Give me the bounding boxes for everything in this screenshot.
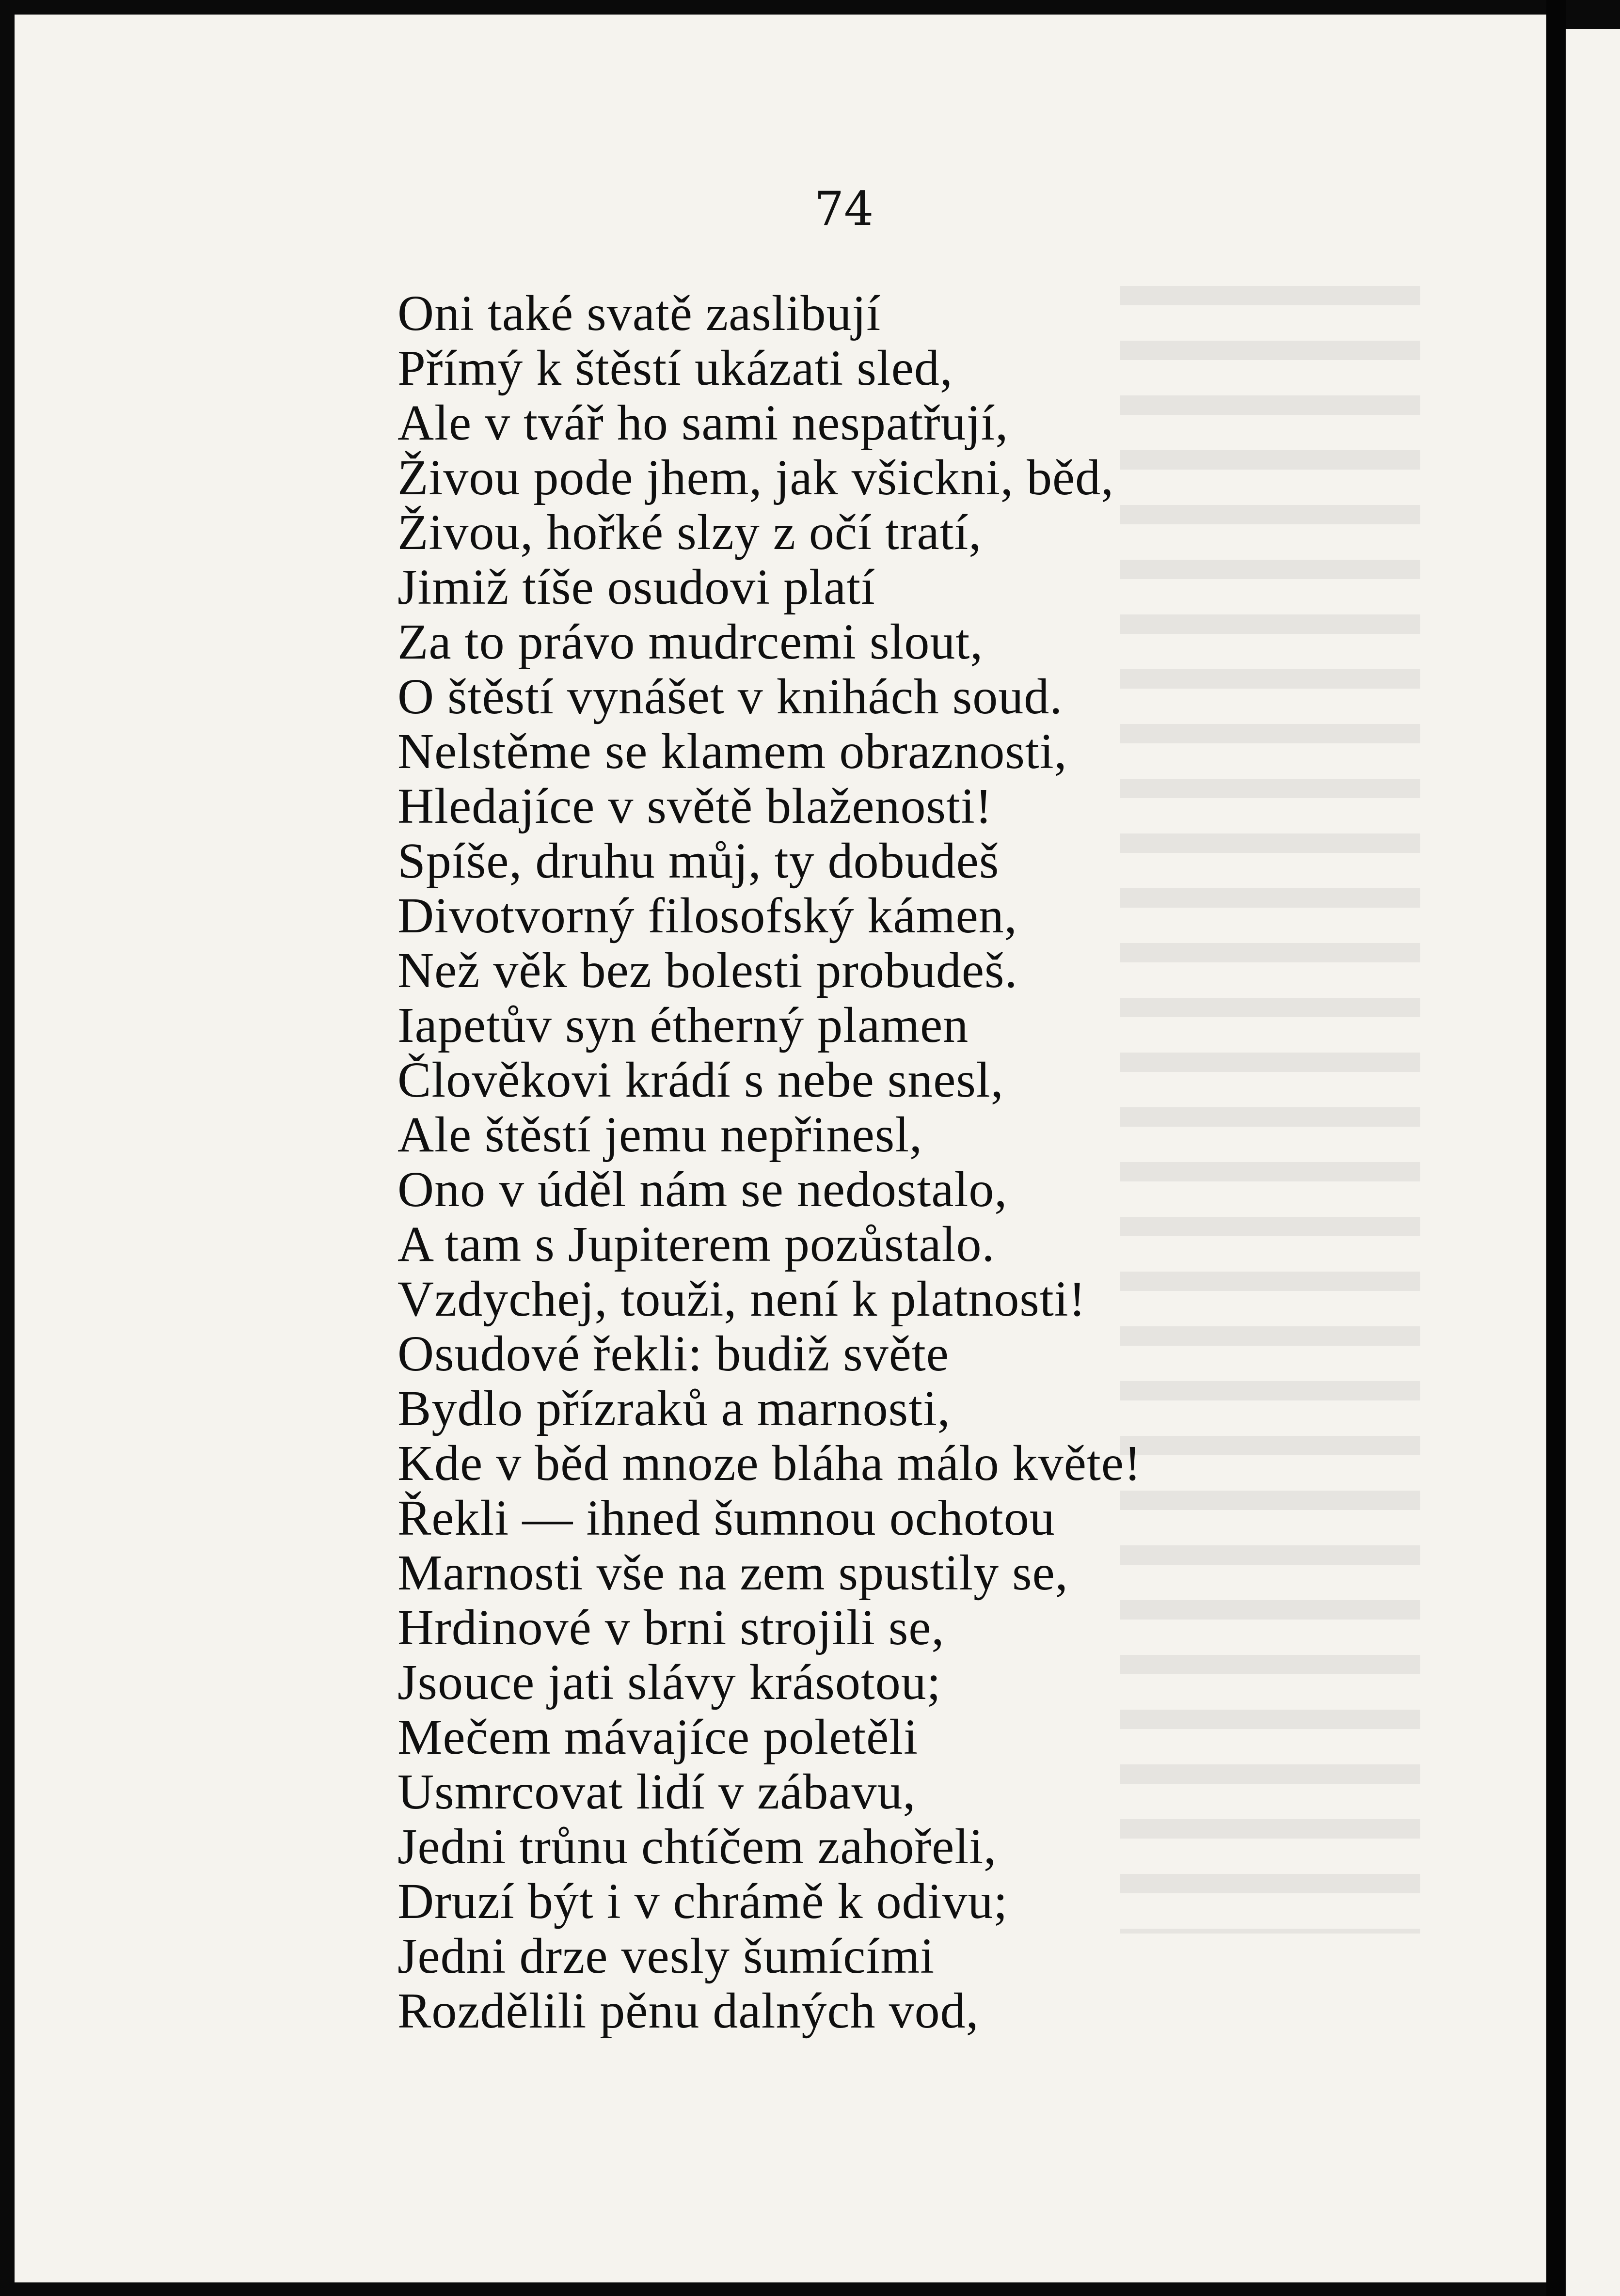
- poem-line: Živou pode jhem, jak všickni, běd,: [397, 450, 1114, 505]
- next-page-edge: [1566, 29, 1620, 2296]
- poem-line: Jedni drze vesly šumícími: [397, 1928, 935, 1984]
- poem-line: Oni také svatě zaslibují: [397, 285, 881, 341]
- poem-text: [397, 286, 1142, 2038]
- poem-line: Osudové řekli: budiž světe: [397, 1326, 949, 1382]
- poem-line: Divotvorný filosofský kámen,: [397, 888, 1017, 944]
- poem-line: Ale v tvář ho sami nespatřují,: [397, 395, 1009, 451]
- poem-line: Jimiž tíše osudovi platí: [397, 559, 875, 615]
- poem-line: Živou, hořké slzy z očí tratí,: [397, 504, 982, 560]
- page-number: 74: [814, 182, 874, 236]
- poem-line: Řekli — ihned šumnou ochotou: [397, 1490, 1055, 1546]
- poem-line: Jsouce jati slávy krásotou;: [397, 1654, 941, 1710]
- poem-line: Hledajíce v světě blaženosti!: [397, 778, 993, 834]
- poem-line: Iapetův syn étherný plamen: [397, 997, 969, 1053]
- poem-line: Ono v úděl nám se nedostalo,: [397, 1162, 1008, 1217]
- book-page: [15, 15, 1546, 2282]
- poem-line: Kde v běd mnoze bláha málo květe!: [397, 1435, 1142, 1491]
- poem-line: Člověkovi krádí s nebe snesl,: [397, 1052, 1004, 1108]
- poem-line: O štěstí vynášet v knihách soud.: [397, 669, 1063, 724]
- poem-line: Spíše, druhu můj, ty dobudeš: [397, 833, 1000, 889]
- poem-line: Ale štěstí jemu nepřinesl,: [397, 1107, 923, 1163]
- poem-line: Než věk bez bolesti probudeš.: [397, 943, 1018, 998]
- poem-line: Bydlo přízraků a marnosti,: [397, 1381, 951, 1436]
- poem-line: Za to právo mudrcemi slout,: [397, 614, 984, 670]
- poem-line: Nelstěme se klamem obraznosti,: [397, 723, 1067, 779]
- poem-line: Vzdychej, touži, není k platnosti!: [397, 1271, 1086, 1327]
- poem-line: Přímý k štěstí ukázati sled,: [397, 340, 953, 396]
- poem-line: Druzí být i v chrámě k odivu;: [397, 1873, 1008, 1929]
- poem-line: Usmrcovat lidí v zábavu,: [397, 1764, 916, 1820]
- poem-line: Marnosti vše na zem spustily se,: [397, 1545, 1068, 1601]
- poem-line: Jedni trůnu chtíčem zahořeli,: [397, 1819, 997, 1874]
- page-edge: [1546, 0, 1566, 2296]
- poem-line: Hrdinové v brni strojili se,: [397, 1600, 945, 1655]
- poem-line: Mečem mávajíce poletěli: [397, 1709, 919, 1765]
- show-through: [1120, 286, 1420, 1934]
- poem-line: A tam s Jupiterem pozůstalo.: [397, 1216, 995, 1272]
- poem-line: Rozdělili pěnu dalných vod,: [397, 1983, 979, 2039]
